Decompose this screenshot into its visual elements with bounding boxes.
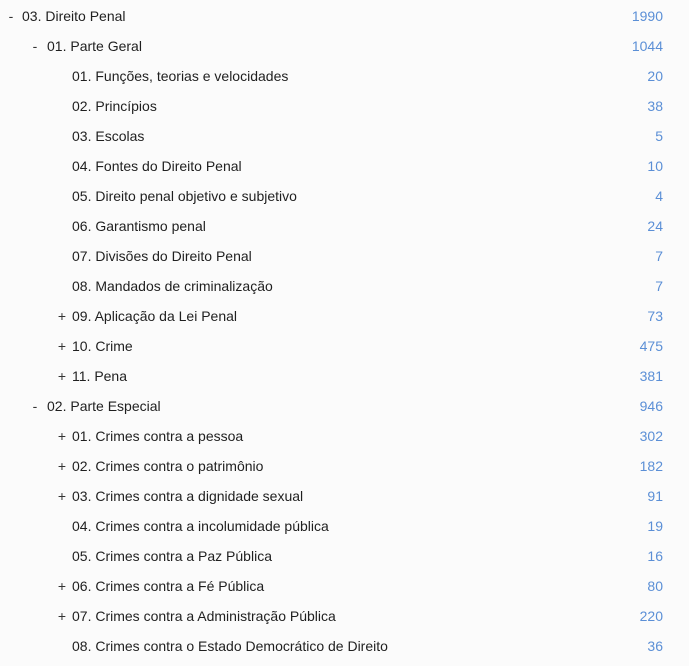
question-count: 73	[647, 308, 663, 324]
node-label[interactable]: 02. Parte Especial	[47, 398, 161, 414]
expand-toggle[interactable]: +	[57, 428, 67, 444]
question-count: 946	[639, 398, 663, 414]
node-label[interactable]: 05. Direito penal objetivo e subjetivo	[72, 188, 297, 204]
question-count: 7	[655, 278, 663, 294]
question-count: 10	[647, 158, 663, 174]
tree-node-parte-geral[interactable]	[0, 31, 689, 61]
expand-toggle[interactable]: +	[57, 608, 67, 624]
node-label[interactable]: 02. Crimes contra o patrimônio	[72, 458, 264, 474]
expand-toggle[interactable]: +	[57, 488, 67, 504]
node-label[interactable]: 01. Funções, teorias e velocidades	[72, 68, 289, 84]
node-label[interactable]: 05. Crimes contra a Paz Pública	[72, 548, 272, 564]
node-label[interactable]: 02. Princípios	[72, 98, 157, 114]
tree-node-item[interactable]	[0, 601, 689, 631]
question-count: 475	[639, 338, 663, 354]
node-label[interactable]: 03. Escolas	[72, 128, 145, 144]
node-label[interactable]: 04. Fontes do Direito Penal	[72, 158, 242, 174]
tree-node-item[interactable]	[0, 181, 689, 211]
node-label[interactable]: 08. Crimes contra o Estado Democrático de Direito	[72, 638, 388, 654]
expand-toggle[interactable]: +	[57, 578, 67, 594]
tree-node-item[interactable]	[0, 61, 689, 91]
tree-node-item[interactable]	[0, 451, 689, 481]
node-label[interactable]: 03. Direito Penal	[22, 8, 126, 24]
node-label[interactable]: 10. Crime	[72, 338, 133, 354]
question-count: 91	[647, 488, 663, 504]
question-count: 1044	[631, 38, 663, 54]
question-count: 5	[655, 128, 663, 144]
question-count: 4	[655, 188, 663, 204]
tree-node-item[interactable]	[0, 571, 689, 601]
question-count: 19	[647, 518, 663, 534]
question-count: 1990	[631, 8, 663, 24]
node-label[interactable]: 06. Garantismo penal	[72, 218, 206, 234]
tree-node-item[interactable]	[0, 151, 689, 181]
tree-node-parte-especial[interactable]	[0, 391, 689, 421]
tree-node-item[interactable]	[0, 481, 689, 511]
node-label[interactable]: 04. Crimes contra a incolumidade pública	[72, 518, 329, 534]
tree-node-item[interactable]	[0, 541, 689, 571]
question-count: 80	[647, 578, 663, 594]
node-label[interactable]: 06. Crimes contra a Fé Pública	[72, 578, 265, 594]
tree-node-item[interactable]	[0, 121, 689, 151]
node-label[interactable]: 07. Crimes contra a Administração Pública	[72, 608, 336, 624]
collapse-toggle[interactable]: -	[8, 8, 14, 24]
question-count: 20	[647, 68, 663, 84]
question-count: 220	[639, 608, 663, 624]
tree-node-item[interactable]	[0, 421, 689, 451]
question-count: 24	[647, 218, 663, 234]
node-label[interactable]: 09. Aplicação da Lei Penal	[72, 308, 238, 324]
tree-node-item[interactable]	[0, 511, 689, 541]
node-label[interactable]: 01. Crimes contra a pessoa	[72, 428, 244, 444]
tree-node-item[interactable]	[0, 211, 689, 241]
question-count: 7	[655, 248, 663, 264]
node-label[interactable]: 07. Divisões do Direito Penal	[72, 248, 252, 264]
node-label[interactable]: 11. Pena	[72, 368, 128, 384]
tree-node-direito-penal[interactable]	[0, 1, 689, 31]
expand-toggle[interactable]: +	[57, 458, 67, 474]
expand-toggle[interactable]: +	[57, 338, 67, 354]
tree-node-item[interactable]	[0, 361, 689, 391]
node-label[interactable]: 08. Mandados de criminalização	[72, 278, 273, 294]
expand-toggle[interactable]: +	[57, 308, 67, 324]
question-count: 16	[647, 548, 663, 564]
question-count: 302	[639, 428, 663, 444]
collapse-toggle[interactable]: -	[32, 38, 38, 54]
tree-node-item[interactable]	[0, 271, 689, 301]
tree-node-item[interactable]	[0, 331, 689, 361]
tree-node-item[interactable]	[0, 91, 689, 121]
question-count: 36	[647, 638, 663, 654]
expand-toggle[interactable]: +	[57, 368, 67, 384]
tree-node-item[interactable]	[0, 301, 689, 331]
node-label[interactable]: 01. Parte Geral	[47, 38, 142, 54]
node-label[interactable]: 03. Crimes contra a dignidade sexual	[72, 488, 304, 504]
question-count: 182	[639, 458, 663, 474]
question-count: 38	[647, 98, 663, 114]
question-count: 381	[639, 368, 663, 384]
tree-node-item[interactable]	[0, 241, 689, 271]
collapse-toggle[interactable]: -	[32, 398, 38, 414]
tree-node-item[interactable]	[0, 631, 689, 661]
